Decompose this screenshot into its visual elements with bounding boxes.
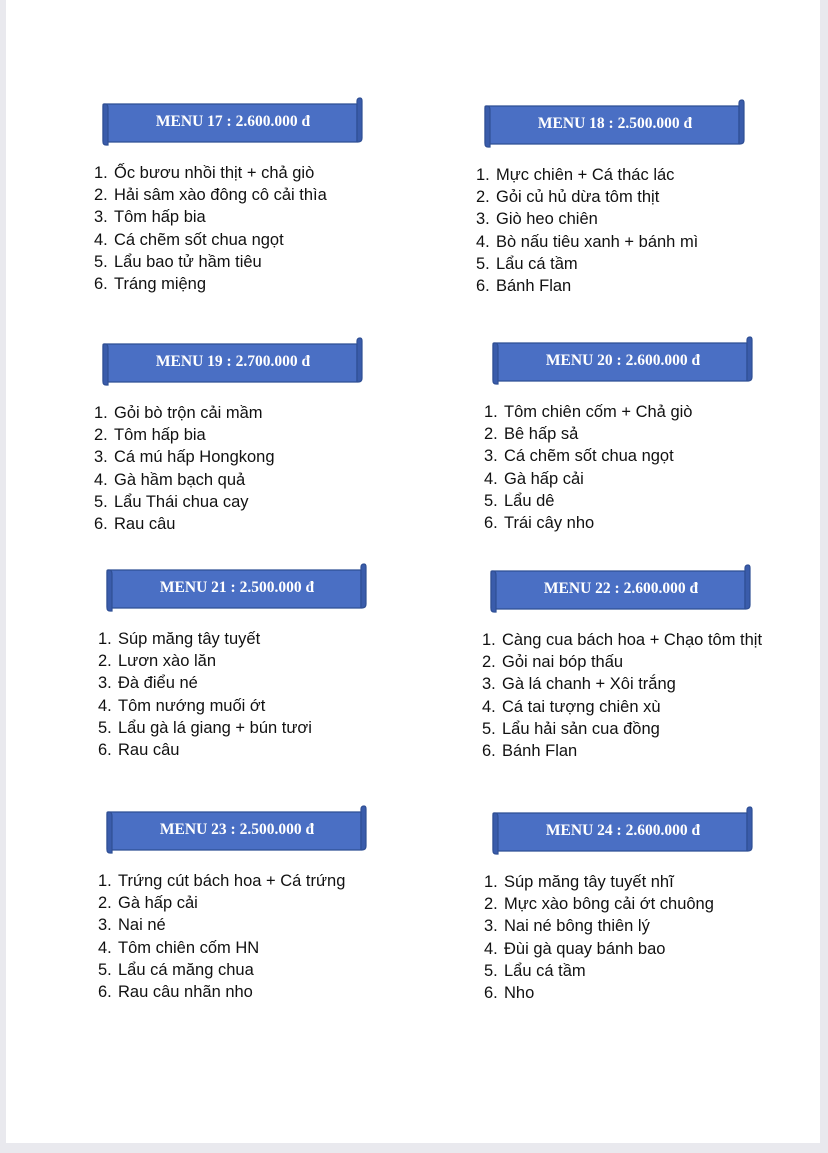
dish-item — [484, 915, 804, 937]
dish-name: Rau câu — [118, 741, 180, 760]
dish-name: Lẩu gà lá giang + bún tươi — [118, 718, 312, 737]
dish-name: Gà hấp cải — [504, 469, 584, 488]
dish-item — [484, 445, 804, 467]
dish-name: Gỏi bò trộn cải mầm — [114, 404, 263, 422]
dish-number: 2. — [94, 426, 108, 445]
dish-number: 5. — [98, 718, 112, 737]
menu-page — [6, 0, 820, 1143]
dish-number: 4. — [94, 230, 108, 249]
menu-banner — [482, 102, 744, 146]
dish-item — [98, 959, 418, 981]
dish-number: 4. — [482, 697, 496, 716]
menu-title: MENU 17 : 2.600.000 đ — [155, 113, 311, 130]
dish-number: 6. — [484, 514, 498, 533]
dish-list — [94, 402, 414, 535]
dish-item — [476, 253, 796, 275]
dish-item — [98, 937, 418, 959]
dish-number: 5. — [484, 961, 498, 980]
dish-name: Cá chẽm sốt chua ngọt — [114, 230, 284, 249]
dish-name: Rau câu — [114, 515, 176, 534]
dish-name: Tôm hấp bia — [114, 426, 206, 445]
dish-item — [98, 739, 418, 761]
dish-list — [484, 871, 804, 1004]
dish-number: 2. — [484, 895, 498, 914]
dish-number: 2. — [94, 186, 108, 205]
dish-item — [484, 938, 804, 960]
dish-name: Lẩu dê — [504, 491, 555, 510]
menu-title: MENU 20 : 2.600.000 đ — [545, 352, 701, 369]
dish-name: Gà hầm bạch quả — [114, 470, 246, 489]
dish-number: 1. — [476, 166, 490, 184]
dish-list — [484, 401, 804, 534]
dish-number: 3. — [476, 210, 490, 229]
dish-number: 5. — [482, 719, 496, 738]
dish-item — [94, 251, 414, 273]
dish-number: 2. — [98, 894, 112, 913]
dish-name: Lẩu hải sản cua đồng — [502, 719, 660, 738]
dish-number: 4. — [98, 938, 112, 957]
dish-item — [94, 469, 414, 491]
dish-name: Lẩu cá tầm — [496, 254, 578, 273]
menu-title: MENU 24 : 2.600.000 đ — [545, 822, 701, 839]
dish-item — [94, 184, 414, 206]
dish-name: Gỏi nai bóp thấu — [502, 653, 624, 672]
dish-number: 6. — [94, 275, 108, 294]
dish-name: Lẩu cá tầm — [504, 961, 586, 980]
dish-list — [482, 629, 802, 762]
dish-item — [482, 718, 802, 740]
dish-name: Nai né bông thiên lý — [504, 917, 650, 936]
dish-number: 6. — [94, 515, 108, 534]
dish-item — [94, 206, 414, 228]
dish-number: 2. — [476, 188, 490, 207]
dish-item — [98, 628, 418, 650]
dish-item — [94, 424, 414, 446]
dish-number: 1. — [94, 404, 108, 422]
dish-number: 6. — [476, 277, 490, 296]
menu-title: MENU 22 : 2.600.000 đ — [543, 580, 699, 597]
dish-item — [484, 490, 804, 512]
dish-item — [476, 231, 796, 253]
menu-title: MENU 23 : 2.500.000 đ — [159, 821, 315, 838]
menu-banner — [104, 566, 366, 610]
dish-item — [484, 512, 804, 534]
menu-title: MENU 18 : 2.500.000 đ — [537, 115, 693, 132]
dish-number: 4. — [484, 939, 498, 958]
dish-item — [484, 468, 804, 490]
dish-number: 2. — [484, 425, 498, 444]
dish-number: 3. — [98, 674, 112, 693]
dish-number: 1. — [98, 872, 112, 890]
dish-name: Tôm hấp bia — [114, 208, 206, 227]
dish-number: 6. — [484, 984, 498, 1003]
dish-number: 4. — [476, 232, 490, 251]
dish-number: 1. — [484, 873, 498, 891]
dish-name: Lẩu Thái chua cay — [114, 492, 249, 511]
dish-name: Đà điểu né — [118, 674, 198, 693]
menu-banner — [490, 809, 752, 853]
dish-name: Mực chiên + Cá thác lác — [496, 166, 675, 184]
dish-list — [98, 870, 418, 1003]
dish-name: Tôm chiên cốm + Chả giò — [504, 403, 693, 421]
dish-number: 5. — [476, 254, 490, 273]
dish-name: Đùi gà quay bánh bao — [504, 939, 666, 958]
dish-name: Nho — [504, 984, 535, 1003]
dish-name: Bò nấu tiêu xanh + bánh mì — [496, 232, 699, 251]
dish-item — [482, 629, 802, 651]
dish-item — [98, 981, 418, 1003]
dish-item — [476, 164, 796, 186]
menu-title: MENU 19 : 2.700.000 đ — [155, 353, 311, 370]
dish-number: 4. — [94, 470, 108, 489]
dish-item — [484, 982, 804, 1004]
dish-number: 6. — [98, 741, 112, 760]
dish-item — [484, 401, 804, 423]
dish-number: 3. — [484, 917, 498, 936]
dish-name: Tôm chiên cốm HN — [118, 938, 260, 957]
dish-name: Gà hấp cải — [118, 894, 198, 913]
menu-banner — [488, 567, 750, 611]
dish-name: Càng cua bách hoa + Chạo tôm thịt — [502, 631, 763, 649]
dish-name: Trứng cút bách hoa + Cá trứng — [118, 872, 346, 890]
dish-item — [94, 229, 414, 251]
dish-item — [94, 491, 414, 513]
dish-name: Tráng miệng — [114, 275, 207, 294]
dish-name: Cá chẽm sốt chua ngọt — [504, 447, 674, 466]
dish-item — [476, 275, 796, 297]
menu-banner — [100, 100, 362, 144]
dish-name: Súp măng tây tuyết — [118, 630, 261, 648]
dish-number: 6. — [482, 742, 496, 761]
dish-item — [94, 513, 414, 535]
dish-list — [476, 164, 796, 297]
dish-item — [484, 871, 804, 893]
dish-name: Gỏi củ hủ dừa tôm thịt — [496, 188, 660, 207]
dish-item — [94, 273, 414, 295]
dish-name: Bánh Flan — [496, 277, 572, 296]
dish-number: 2. — [482, 653, 496, 672]
dish-number: 1. — [484, 403, 498, 421]
dish-item — [484, 423, 804, 445]
dish-name: Cá mú hấp Hongkong — [114, 448, 275, 467]
dish-name: Tôm nướng muối ớt — [118, 696, 266, 715]
dish-item — [94, 402, 414, 424]
dish-item — [94, 162, 414, 184]
menu-banner — [490, 339, 752, 383]
dish-name: Bê hấp sả — [504, 425, 579, 444]
dish-name: Rau câu nhãn nho — [118, 983, 253, 1002]
dish-name: Cá tai tượng chiên xù — [502, 697, 661, 716]
dish-number: 1. — [482, 631, 496, 649]
dish-name: Trái cây nho — [504, 514, 595, 533]
dish-item — [482, 696, 802, 718]
dish-name: Súp măng tây tuyết nhĩ — [504, 873, 674, 891]
dish-item — [98, 892, 418, 914]
menu-banner — [100, 340, 362, 384]
dish-number: 3. — [484, 447, 498, 466]
dish-name: Giò heo chiên — [496, 210, 598, 229]
dish-item — [98, 650, 418, 672]
dish-number: 4. — [484, 469, 498, 488]
dish-number: 1. — [94, 164, 108, 182]
menu-title: MENU 21 : 2.500.000 đ — [159, 579, 315, 596]
dish-number: 5. — [94, 492, 108, 511]
dish-number: 5. — [484, 491, 498, 510]
dish-name: Lẩu bao tử hầm tiêu — [114, 252, 262, 271]
dish-number: 5. — [98, 960, 112, 979]
dish-item — [482, 673, 802, 695]
dish-item — [476, 186, 796, 208]
dish-number: 3. — [98, 916, 112, 935]
dish-list — [94, 162, 414, 295]
dish-item — [476, 208, 796, 230]
dish-item — [98, 870, 418, 892]
menu-banner — [104, 808, 366, 852]
dish-item — [484, 893, 804, 915]
dish-number: 4. — [98, 696, 112, 715]
dish-name: Lẩu cá măng chua — [118, 960, 254, 979]
dish-number: 3. — [94, 208, 108, 227]
dish-number: 2. — [98, 652, 112, 671]
dish-name: Mực xào bông cải ớt chuông — [504, 895, 714, 914]
dish-number: 5. — [94, 252, 108, 271]
dish-name: Hải sâm xào đông cô cải thìa — [114, 186, 327, 205]
dish-item — [484, 960, 804, 982]
dish-item — [98, 672, 418, 694]
dish-item — [98, 717, 418, 739]
dish-item — [94, 446, 414, 468]
dish-number: 6. — [98, 983, 112, 1002]
dish-name: Gà lá chanh + Xôi trắng — [502, 675, 676, 694]
dish-name: Nai né — [118, 916, 166, 935]
dish-item — [98, 914, 418, 936]
dish-number: 1. — [98, 630, 112, 648]
dish-number: 3. — [94, 448, 108, 467]
dish-item — [482, 740, 802, 762]
dish-name: Bánh Flan — [502, 742, 578, 761]
dish-name: Ốc bươu nhồi thịt + chả giò — [114, 164, 315, 182]
dish-list — [98, 628, 418, 761]
dish-name: Lươn xào lăn — [118, 652, 217, 671]
dish-item — [98, 695, 418, 717]
dish-number: 3. — [482, 675, 496, 694]
dish-item — [482, 651, 802, 673]
